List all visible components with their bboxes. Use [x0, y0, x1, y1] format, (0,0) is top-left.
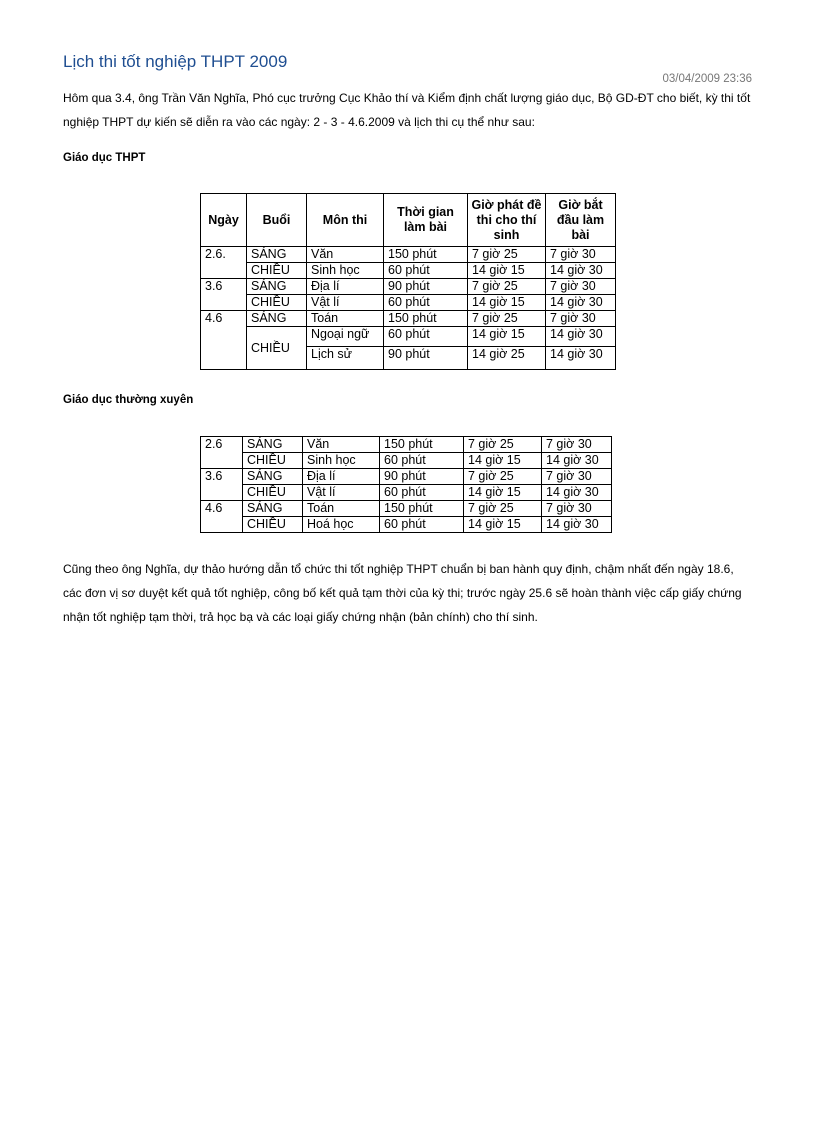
distribute-cell: 14 giờ 15 — [468, 295, 546, 311]
distribute-cell: 7 giờ 25 — [464, 501, 542, 517]
header-start-time: Giờ bắt đầu làm bài — [546, 194, 616, 247]
distribute-cell: 14 giờ 15 — [464, 485, 542, 501]
subject-cell: Toán — [307, 311, 384, 327]
session-cell: SÁNG — [247, 247, 307, 263]
day-cell: 3.6 — [201, 279, 247, 311]
table-row — [201, 311, 616, 327]
distribute-cell: 7 giờ 25 — [468, 247, 546, 263]
session-cell: CHIỀU — [243, 485, 303, 501]
subject-cell: Ngoại ngữ — [307, 327, 384, 347]
thpt-heading: Giáo dục THPT — [63, 152, 146, 164]
duration-cell: 150 phút — [384, 247, 468, 263]
duration-cell: 90 phút — [384, 279, 468, 295]
gdtx-schedule-table — [200, 436, 612, 533]
day-cell: 2.6 — [201, 437, 243, 469]
day-cell: 4.6 — [201, 311, 247, 370]
subject-cell: Vật lí — [303, 485, 380, 501]
table-row — [201, 295, 616, 311]
distribute-cell: 14 giờ 15 — [468, 263, 546, 279]
start-cell: 14 giờ 30 — [542, 485, 612, 501]
subject-cell: Văn — [307, 247, 384, 263]
table-header-row — [201, 194, 616, 247]
start-cell: 7 giờ 30 — [546, 311, 616, 327]
table-row — [201, 247, 616, 263]
session-cell: CHIỀU — [247, 295, 307, 311]
session-cell: CHIỀU — [243, 517, 303, 533]
table-row — [201, 437, 612, 453]
table-row — [201, 501, 612, 517]
start-cell: 7 giờ 30 — [546, 279, 616, 295]
session-cell: SÁNG — [243, 469, 303, 485]
start-cell: 14 giờ 30 — [546, 347, 616, 370]
subject-cell: Vật lí — [307, 295, 384, 311]
duration-cell: 60 phút — [384, 263, 468, 279]
table-row — [201, 327, 616, 347]
post-date: 03/04/2009 23:36 — [662, 73, 752, 85]
distribute-cell: 7 giờ 25 — [464, 469, 542, 485]
subject-cell: Văn — [303, 437, 380, 453]
duration-cell: 90 phút — [384, 347, 468, 370]
start-cell: 7 giờ 30 — [542, 437, 612, 453]
thpt-schedule-table — [200, 193, 616, 370]
duration-cell: 90 phút — [380, 469, 464, 485]
distribute-cell: 14 giờ 15 — [464, 517, 542, 533]
header-day: Ngày — [201, 194, 247, 247]
day-cell: 3.6 — [201, 469, 243, 501]
duration-cell: 150 phút — [384, 311, 468, 327]
header-duration: Thời gian làm bài — [384, 194, 468, 247]
duration-cell: 150 phút — [380, 501, 464, 517]
table-row — [201, 469, 612, 485]
distribute-cell: 7 giờ 25 — [464, 437, 542, 453]
table-row — [201, 279, 616, 295]
distribute-cell: 7 giờ 25 — [468, 279, 546, 295]
table-row — [201, 517, 612, 533]
session-cell: CHIỀU — [247, 263, 307, 279]
start-cell: 7 giờ 30 — [546, 247, 616, 263]
distribute-cell: 14 giờ 15 — [464, 453, 542, 469]
duration-cell: 60 phút — [384, 295, 468, 311]
session-cell: CHIỀU — [243, 453, 303, 469]
table-row — [201, 485, 612, 501]
subject-cell: Toán — [303, 501, 380, 517]
session-cell: SÁNG — [243, 501, 303, 517]
duration-cell: 60 phút — [384, 327, 468, 347]
outro-paragraph: Cũng theo ông Nghĩa, dự thảo hướng dẫn tổ chức thi tốt nghiệp THPT chuẩn bị ban hành quy định, chậm nhất đến ngày 18.6, các đơn vị sơ duyệt kết quả tốt nghiệp, công bố kết quả tạm thời của kỳ thi; trước ngày 25.6 sẽ hoàn thành việc cấp giấy chứng nhận tốt nghiệp tạm thời, trả học bạ và các loại giấy chứng nhận (bản chính) cho thí sinh. — [63, 562, 742, 624]
distribute-cell: 14 giờ 25 — [468, 347, 546, 370]
gdtx-heading: Giáo dục thường xuyên — [63, 394, 194, 406]
start-cell: 14 giờ 30 — [542, 453, 612, 469]
duration-cell: 60 phút — [380, 485, 464, 501]
table-row — [201, 453, 612, 469]
subject-cell: Hoá học — [303, 517, 380, 533]
distribute-cell: 14 giờ 15 — [468, 327, 546, 347]
header-session: Buổi — [247, 194, 307, 247]
session-cell: SÁNG — [247, 279, 307, 295]
session-cell: CHIỀU — [247, 327, 307, 370]
duration-cell: 150 phút — [380, 437, 464, 453]
duration-cell: 60 phút — [380, 453, 464, 469]
table-row — [201, 263, 616, 279]
day-cell: 2.6. — [201, 247, 247, 279]
session-cell: SÁNG — [243, 437, 303, 453]
header-distribute-time: Giờ phát đề thi cho thí sinh — [468, 194, 546, 247]
start-cell: 14 giờ 30 — [546, 295, 616, 311]
subject-cell: Địa lí — [307, 279, 384, 295]
start-cell: 7 giờ 30 — [542, 469, 612, 485]
duration-cell: 60 phút — [380, 517, 464, 533]
start-cell: 14 giờ 30 — [546, 327, 616, 347]
session-cell: SÁNG — [247, 311, 307, 327]
subject-cell: Sinh học — [307, 263, 384, 279]
start-cell: 14 giờ 30 — [542, 517, 612, 533]
intro-paragraph: Hôm qua 3.4, ông Trần Văn Nghĩa, Phó cục trưởng Cục Khảo thí và Kiểm định chất lượng giáo dục, Bộ GD-ĐT cho biết, kỳ thi tốt nghiệp THPT dự kiến sẽ diễn ra vào các ngày: 2 - 3 - 4.6.2009 và lịch thi cụ thể như sau: — [63, 91, 751, 129]
subject-cell: Sinh học — [303, 453, 380, 469]
day-cell: 4.6 — [201, 501, 243, 533]
start-cell: 14 giờ 30 — [546, 263, 616, 279]
page-title: Lịch thi tốt nghiệp THPT 2009 — [63, 52, 288, 71]
start-cell: 7 giờ 30 — [542, 501, 612, 517]
header-subject: Môn thi — [307, 194, 384, 247]
distribute-cell: 7 giờ 25 — [468, 311, 546, 327]
subject-cell: Lịch sử — [307, 347, 384, 370]
subject-cell: Địa lí — [303, 469, 380, 485]
